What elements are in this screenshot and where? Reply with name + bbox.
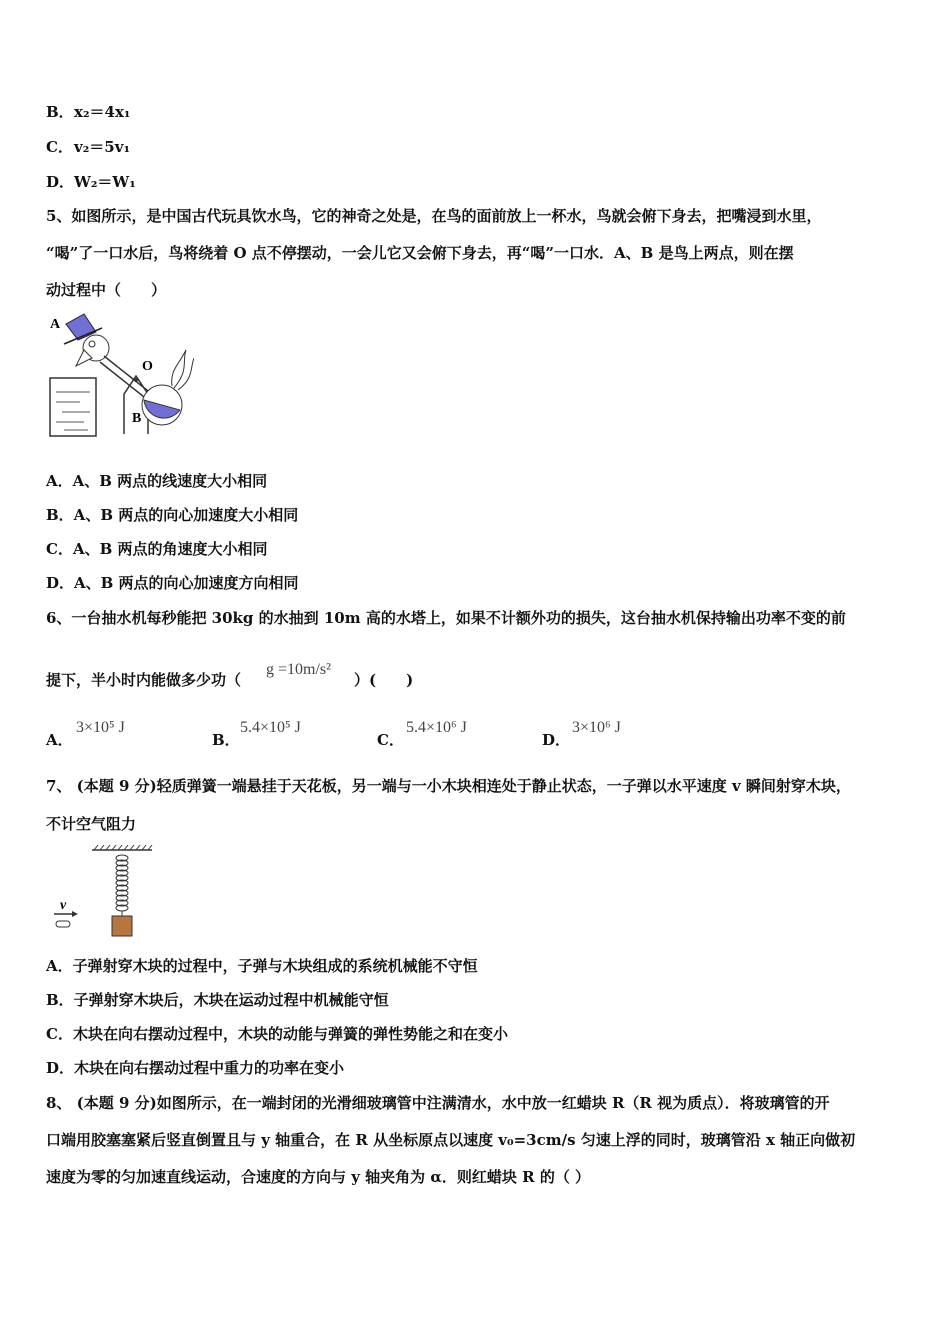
q5-option-d: D．A、B 两点的向心加速度方向相同 (46, 574, 299, 592)
q5-line3: 动过程中（ ） (46, 281, 167, 299)
q7-option-b: B．子弹射穿木块后，木块在运动过程中机械能守恒 (46, 991, 389, 1009)
label-v: v (60, 898, 67, 913)
q6-option-b-value: 5.4×10⁵ J (240, 719, 301, 736)
label-b: B (132, 411, 142, 426)
option-b-prev: B． (46, 103, 74, 121)
option-c-prev: C． (46, 138, 73, 156)
q6-option-a-value: 3×10⁵ J (76, 719, 125, 736)
q5-line2: “喝”了一口水后，鸟将绕着 O 点不停摆动，一会儿它又会俯下身去，再“喝”一口水．A、B 是鸟上两点，则在摆 (46, 244, 794, 262)
drinking-bird-figure (44, 310, 194, 442)
q6-option-a-letter: A． (46, 731, 73, 749)
q6-option-d-value: 3×10⁶ J (572, 719, 621, 736)
label-o: O (142, 359, 153, 374)
q8-line1: 8、 (本题 9 分)如图所示，在一端封闭的光滑细玻璃管中注满清水，水中放一红蜡块 R（R 视为质点）．将玻璃管的开 (46, 1094, 830, 1112)
option-d-prev-text: W₂＝W₁ (74, 173, 136, 191)
q5-option-c: C．A、B 两点的角速度大小相同 (46, 540, 268, 558)
label-a: A (50, 317, 61, 332)
q6-line2-post: ）( ) (354, 671, 414, 689)
q8-line2: 口端用胶塞塞紧后竖直倒置且与 y 轴重合，在 R 从坐标原点以速度 v₀=3cm/s 匀速上浮的同时，玻璃管沿 x 轴正向做初 (46, 1131, 856, 1149)
q6-formula: g =10m/s² (266, 661, 331, 678)
q7-line1: 7、 (本题 9 分)轻质弹簧一端悬挂于天花板，另一端与一小木块相连处于静止状态，一子弹以水平速度 v 瞬间射穿木块， (46, 777, 851, 795)
q7-option-c: C．木块在向右摆动过程中，木块的动能与弹簧的弹性势能之和在变小 (46, 1025, 508, 1043)
q7-option-d: D．木块在向右摆动过程中重力的功率在变小 (46, 1059, 345, 1077)
q6-line1: 6、一台抽水机每秒能把 30kg 的水抽到 10m 高的水塔上，如果不计额外功的损失，这台抽水机保持输出功率不变的前 (46, 609, 846, 627)
q7-option-a: A．子弹射穿木块的过程中，子弹与木块组成的系统机械能不守恒 (46, 957, 478, 975)
q6-option-c-letter: C． (377, 731, 404, 749)
q6-option-b-letter: B． (212, 731, 240, 749)
option-d-prev: D． (46, 173, 75, 191)
option-c-prev-text: v₂＝5v₁ (74, 138, 131, 156)
spring-block-figure (50, 842, 160, 942)
option-b-prev-text: x₂＝4x₁ (74, 103, 131, 121)
q5-option-a: A．A、B 两点的线速度大小相同 (46, 472, 268, 490)
q5-line1: 5、如图所示，是中国古代玩具饮水鸟，它的神奇之处是，在鸟的面前放上一杯水，鸟就会俯下身去，把嘴浸到水里， (46, 207, 822, 225)
q6-option-c-value: 5.4×10⁶ J (406, 719, 467, 736)
q6-option-d-letter: D． (542, 731, 571, 749)
q7-line2: 不计空气阻力 (46, 815, 137, 833)
q8-line3: 速度为零的匀加速直线运动，合速度的方向与 y 轴夹角为 α．则红蜡块 R 的（ ） (46, 1168, 591, 1186)
q6-line2-pre: 提下，半小时内能做多少功（ (46, 671, 242, 689)
q5-option-b: B．A、B 两点的向心加速度大小相同 (46, 506, 299, 524)
